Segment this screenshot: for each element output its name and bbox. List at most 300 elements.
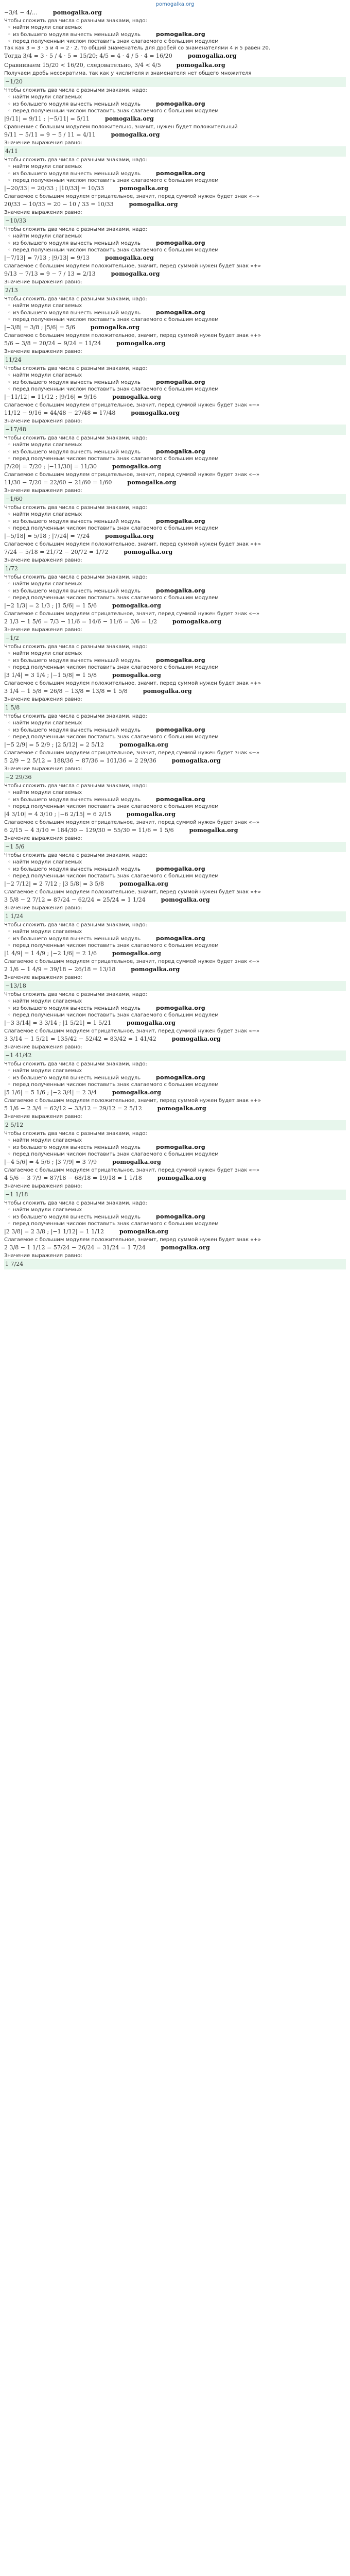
math-expression: [4, 253, 346, 263]
math-text: Тогда 3/4 = 3 · 5 / 4 · 5 = 15/20; 4/5 = 4 · 4 / 5 · 4 = 16/20: [4, 53, 172, 59]
instruction-step: [7, 1213, 346, 1221]
step-text: перед полученным числом поставить знак слагаемого с большим модулем: [13, 1012, 219, 1018]
text-line: Слагаемое с большим модулем отрицательное, значит, перед суммой нужен будет знак «−»: [4, 402, 260, 408]
bullet-icon: ◦: [8, 1068, 11, 1074]
bullet-icon: ◦: [8, 651, 11, 656]
math-text: 5 1/6 − 2 3/4 = 62/12 − 33/12 = 29/12 = 2 5/12: [4, 1105, 142, 1112]
math-expression: [4, 601, 346, 611]
answer-highlight: −1/2: [4, 633, 346, 643]
math-text: |9/11| = 9/11 ; |−5/11| = 5/11: [4, 115, 90, 122]
text-line: Чтобы сложить два числа с разными знаками, надо:: [4, 435, 147, 441]
math-expression: [4, 52, 346, 61]
text-line: Значение выражения равно:: [4, 210, 82, 215]
math-expression: [4, 339, 346, 348]
step-text: перед полученным числом поставить знак слагаемого с большим модулем: [13, 456, 219, 462]
step-text: из большего модуля вычесть меньший модуль: [13, 1145, 141, 1150]
instruction-step: [7, 302, 346, 309]
step-text: из большего модуля вычесть меньший модуль: [13, 727, 141, 733]
bullet-icon: ◦: [8, 101, 11, 107]
watermark-text: pomogalka.org: [104, 533, 154, 539]
math-text: 2 3/8 − 1 1/12 = 57/24 − 26/24 = 31/24 = 1 7/24: [4, 1244, 146, 1251]
watermark-text: pomogalka.org: [119, 185, 168, 192]
math-expression: [4, 1019, 346, 1028]
math-expression: [4, 687, 346, 696]
text-line: Чтобы сложить два числа с разными знаками, надо:: [4, 644, 147, 650]
bullet-icon: ◦: [8, 380, 11, 385]
math-expression: [4, 323, 346, 332]
step-text: перед полученным числом поставить знак слагаемого с большим модулем: [13, 595, 219, 601]
answer-highlight: 1 1/24: [4, 911, 346, 922]
bullet-icon: ◦: [8, 178, 11, 183]
bullet-icon: ◦: [8, 25, 11, 30]
watermark-text: pomogalka.org: [155, 170, 205, 177]
bullet-icon: ◦: [8, 790, 11, 795]
step-text: из большего модуля вычесть меньший модуль: [13, 32, 141, 38]
bullet-icon: ◦: [8, 595, 11, 601]
instruction-step: [7, 928, 346, 935]
math-text: 2 1/3 − 1 5/6 = 7/3 − 11/6 = 14/6 − 11/6 = 3/6 = 1/2: [4, 618, 157, 625]
text-line: Чтобы сложить два числа с разными знаками, надо:: [4, 1061, 147, 1067]
step-text: перед полученным числом поставить знак слагаемого с большим модулем: [13, 1221, 219, 1227]
watermark-text: pomogalka.org: [176, 62, 225, 69]
math-text: |−5 2/9| = 5 2/9 ; |2 5/12| = 2 5/12: [4, 741, 104, 748]
watermark-text: pomogalka.org: [157, 1105, 206, 1112]
watermark-text: pomogalka.org: [155, 379, 205, 385]
watermark-text: pomogalka.org: [155, 657, 205, 664]
step-text: перед полученным числом поставить знак слагаемого с большим модулем: [13, 108, 219, 114]
math-expression: [4, 548, 346, 557]
step-text: из большего модуля вычесть меньший модуль: [13, 519, 141, 524]
math-text: |−3 3/14| = 3 3/14 ; |1 5/21| = 1 5/21: [4, 1020, 111, 1026]
instruction-step: [7, 1012, 346, 1019]
step-text: из большего модуля вычесть меньший модуль: [13, 449, 141, 455]
instruction-step: [7, 442, 346, 448]
watermark-text: pomogalka.org: [116, 340, 166, 347]
math-text: 4 5/6 − 3 7/9 = 87/18 − 68/18 = 19/18 = 1 1/18: [4, 1175, 142, 1181]
watermark-text: pomogalka.org: [155, 100, 205, 107]
text-line: Значение выражения равно:: [4, 905, 82, 911]
instruction-step: [7, 803, 346, 810]
bullet-icon: ◦: [8, 310, 11, 316]
instruction-step: [7, 1137, 346, 1144]
instruction-step: [7, 859, 346, 866]
step-text: найти модули слагаемых: [13, 998, 82, 1004]
instruction-step: [7, 942, 346, 949]
step-text: найти модули слагаемых: [13, 25, 82, 30]
instruction-step: [7, 525, 346, 532]
text-line: Значение выражения равно:: [4, 140, 82, 146]
step-text: найти модули слагаемых: [13, 442, 82, 448]
watermark-text: pomogalka.org: [129, 201, 178, 208]
text-line: Чтобы сложить два числа с разными знаками, надо:: [4, 227, 147, 232]
math-text: 11/12 − 9/16 = 44/48 − 27/48 = 17/48: [4, 410, 116, 416]
math-text: |−11/12| = 11/12 ; |9/16| = 9/16: [4, 394, 97, 400]
text-line: Слагаемое с большим модулем отрицательное, значит, перед суммой нужен будет знак «−»: [4, 750, 260, 756]
bullet-icon: ◦: [8, 442, 11, 448]
text-line: Чтобы сложить два числа с разными знаками, надо:: [4, 992, 147, 997]
text-line: Чтобы сложить два числа с разными знаками, надо:: [4, 922, 147, 928]
math-text: 3 5/8 − 2 7/12 = 87/24 − 62/24 = 25/24 = 1 1/24: [4, 896, 146, 903]
math-expression: [4, 1243, 346, 1252]
solution-content: [4, 8, 346, 1269]
text-line: Значение выражения равно:: [4, 279, 82, 285]
bullet-icon: ◦: [8, 39, 11, 44]
math-text: −3/4 − 4/…: [4, 9, 38, 16]
instruction-step: [7, 1207, 346, 1213]
instruction-step: [7, 657, 346, 664]
text-line: Чтобы сложить два числа с разными знаками, надо:: [4, 366, 147, 371]
watermark-text: pomogalka.org: [155, 726, 205, 733]
bullet-icon: ◦: [8, 372, 11, 378]
step-text: найти модули слагаемых: [13, 372, 82, 378]
instruction-step: [7, 935, 346, 942]
step-text: перед полученным числом поставить знак слагаемого с большим модулем: [13, 1151, 219, 1157]
text-line: Значение выражения равно:: [4, 1253, 82, 1259]
bullet-icon: ◦: [8, 164, 11, 170]
math-expression: [4, 740, 346, 750]
step-text: из большего модуля вычесть меньший модуль: [13, 797, 141, 803]
bullet-icon: ◦: [8, 1006, 11, 1011]
step-text: найти модули слагаемых: [13, 1138, 82, 1143]
bullet-icon: ◦: [8, 936, 11, 942]
watermark-text: pomogalka.org: [119, 741, 168, 748]
answer-highlight: −1/60: [4, 494, 346, 504]
math-text: |−3/8| = 3/8 ; |5/6| = 5/6: [4, 324, 75, 331]
math-expression: [4, 269, 346, 279]
step-text: из большего модуля вычесть меньший модуль: [13, 101, 141, 107]
text-line: Значение выражения равно:: [4, 697, 82, 702]
step-text: из большего модуля вычесть меньший модуль: [13, 1214, 141, 1220]
instruction-step: [7, 866, 346, 873]
step-text: из большего модуля вычесть меньший модуль: [13, 867, 141, 872]
site-header[interactable]: pomogalka.org: [155, 2, 195, 7]
watermark-text: pomogalka.org: [155, 309, 205, 316]
math-text: 5 2/9 − 2 5/12 = 188/36 − 87/36 = 101/36 = 2 29/36: [4, 757, 156, 764]
watermark-text: pomogalka.org: [161, 896, 210, 903]
instruction-step: [7, 309, 346, 316]
text-line: Чтобы сложить два числа с разными знаками, надо:: [4, 714, 147, 719]
text-line: Слагаемое с большим модулем положительное, значит, перед суммой нужен будет знак «+»: [4, 1237, 261, 1243]
bullet-icon: ◦: [8, 247, 11, 253]
text-line: Значение выражения равно:: [4, 418, 82, 424]
text-line: Значение выражения равно:: [4, 766, 82, 772]
instruction-step: [7, 511, 346, 518]
step-text: найти модули слагаемых: [13, 303, 82, 309]
bullet-icon: ◦: [8, 797, 11, 803]
bullet-icon: ◦: [8, 449, 11, 455]
answer-highlight: 2 5/12: [4, 1120, 346, 1130]
step-text: найти модули слагаемых: [13, 512, 82, 517]
math-text: 7/24 − 5/18 = 21/72 − 20/72 = 1/72: [4, 549, 109, 555]
math-text: |2 3/8| = 2 3/8 ; |−1 1/12| = 1 1/12: [4, 1228, 104, 1235]
instruction-step: [7, 31, 346, 38]
text-line: Слагаемое с большим модулем отрицательное, значит, перед суммой нужен будет знак «−»: [4, 611, 260, 617]
step-text: перед полученным числом поставить знак слагаемого с большим модулем: [13, 526, 219, 531]
text-line: Получаем дробь несократима, так как у числителя и знаменателя нет общего множителя: [4, 71, 252, 76]
bullet-icon: ◦: [8, 317, 11, 323]
step-text: перед полученным числом поставить знак слагаемого с большим модулем: [13, 665, 219, 670]
answer-highlight: 4/11: [4, 146, 346, 157]
text-line: Значение выражения равно:: [4, 488, 82, 494]
instruction-step: [7, 316, 346, 323]
math-expression: [4, 1035, 346, 1044]
instruction-step: [7, 24, 346, 31]
math-expression: [4, 130, 346, 140]
math-expression: [4, 393, 346, 402]
math-text: |1 4/9| = 1 4/9 ; |−2 1/6| = 2 1/6: [4, 950, 97, 957]
watermark-text: pomogalka.org: [126, 811, 176, 818]
math-expression: [4, 532, 346, 541]
math-expression: [4, 1174, 346, 1183]
step-text: перед полученным числом поставить знак слагаемого с большим модулем: [13, 734, 219, 740]
text-line: Значение выражения равно:: [4, 349, 82, 354]
text-line: Значение выражения равно:: [4, 1183, 82, 1189]
step-text: из большего модуля вычесть меньший модуль: [13, 588, 141, 594]
text-line: Значение выражения равно:: [4, 836, 82, 841]
watermark-text: pomogalka.org: [112, 672, 161, 679]
math-text: |4 3/10| = 4 3/10 ; |−6 2/15| = 6 2/15: [4, 811, 111, 818]
math-text: 5/6 − 3/8 = 20/24 − 9/24 = 11/24: [4, 340, 101, 347]
instruction-step: [7, 372, 346, 379]
bullet-icon: ◦: [8, 658, 11, 664]
watermark-text: pomogalka.org: [187, 53, 237, 59]
instruction-step: [7, 448, 346, 455]
answer-highlight: −17/48: [4, 425, 346, 435]
instruction-step: [7, 998, 346, 1005]
math-text: |7/20| = 7/20 ; |−11/30| = 11/30: [4, 463, 97, 470]
bullet-icon: ◦: [8, 241, 11, 246]
bullet-icon: ◦: [8, 581, 11, 587]
instruction-step: [7, 1074, 346, 1081]
math-text: 3 3/14 − 1 5/21 = 135/42 − 52/42 = 83/42 = 1 41/42: [4, 1036, 156, 1042]
math-expression: [4, 1104, 346, 1113]
step-text: найти модули слагаемых: [13, 94, 82, 100]
bullet-icon: ◦: [8, 720, 11, 726]
watermark-text: pomogalka.org: [155, 448, 205, 455]
instruction-step: [7, 177, 346, 184]
step-text: найти модули слагаемых: [13, 720, 82, 726]
bullet-icon: ◦: [8, 727, 11, 733]
step-text: из большего модуля вычесть меньший модуль: [13, 936, 141, 942]
watermark-text: pomogalka.org: [112, 602, 161, 609]
step-text: перед полученным числом поставить знак слагаемого с большим модулем: [13, 386, 219, 392]
instruction-step: [7, 581, 346, 587]
watermark-text: pomogalka.org: [155, 518, 205, 524]
instruction-step: [7, 94, 346, 100]
bullet-icon: ◦: [8, 171, 11, 177]
step-text: из большего модуля вычесть меньший модуль: [13, 241, 141, 246]
answer-highlight: −1 5/6: [4, 842, 346, 852]
bullet-icon: ◦: [8, 233, 11, 239]
bullet-icon: ◦: [8, 108, 11, 114]
instruction-step: [7, 1144, 346, 1151]
text-line: Чтобы сложить два числа с разными знаками, надо:: [4, 505, 147, 511]
math-text: |−2 7/12| = 2 7/12 ; |3 5/8| = 3 5/8: [4, 880, 104, 887]
watermark-text: pomogalka.org: [112, 394, 161, 400]
instruction-step: [7, 664, 346, 671]
instruction-step: [7, 587, 346, 595]
step-text: перед полученным числом поставить знак слагаемого с большим модулем: [13, 943, 219, 948]
instruction-step: [7, 108, 346, 114]
text-line: Чтобы сложить два числа с разными знаками, надо:: [4, 296, 147, 302]
text-line: Сравнение с большим модулем положительно, значит, нужен будет положительный: [4, 124, 238, 130]
step-text: найти модули слагаемых: [13, 651, 82, 656]
watermark-text: pomogalka.org: [155, 1074, 205, 1081]
bullet-icon: ◦: [8, 1075, 11, 1081]
instruction-step: [7, 873, 346, 879]
watermark-text: pomogalka.org: [131, 966, 180, 973]
text-line: Чтобы сложить два числа с разными знаками, надо:: [4, 88, 147, 93]
watermark-text: pomogalka.org: [155, 1144, 205, 1150]
watermark-text: pomogalka.org: [111, 270, 160, 277]
answer-highlight: −2 29/36: [4, 772, 346, 783]
bullet-icon: ◦: [8, 386, 11, 392]
bullet-icon: ◦: [8, 303, 11, 309]
math-text: |−4 5/6| = 4 5/6 ; |3 7/9| = 3 7/9: [4, 1159, 97, 1165]
watermark-text: pomogalka.org: [189, 827, 238, 834]
math-expression: [4, 756, 346, 766]
watermark-text: pomogalka.org: [112, 1159, 161, 1165]
answer-highlight: −1 41/42: [4, 1050, 346, 1061]
math-text: 20/33 − 10/33 = 20 − 10 / 33 = 10/33: [4, 201, 114, 208]
instruction-step: [7, 386, 346, 393]
math-expression: [4, 949, 346, 958]
math-expression: [4, 879, 346, 889]
step-text: найти модули слагаемых: [13, 233, 82, 239]
instruction-step: [7, 247, 346, 253]
watermark-text: pomogalka.org: [52, 9, 102, 16]
answer-highlight: 1 7/24: [4, 1259, 346, 1269]
text-line: Слагаемое с большим модулем отрицательное, значит, перед суммой нужен будет знак «−»: [4, 194, 260, 199]
bullet-icon: ◦: [8, 859, 11, 865]
instruction-step: [7, 720, 346, 726]
instruction-step: [7, 233, 346, 240]
answer-highlight: −1 1/18: [4, 1190, 346, 1200]
step-text: из большего модуля вычесть меньший модуль: [13, 171, 141, 177]
text-line: Значение выражения равно:: [4, 627, 82, 633]
instruction-step: [7, 650, 346, 657]
text-line: Слагаемое с большим модулем отрицательное, значит, перед суммой нужен будет знак «−»: [4, 1028, 260, 1034]
text-line: Слагаемое с большим модулем отрицательное, значит, перед суммой нужен будет знак «−»: [4, 1167, 260, 1173]
step-text: перед полученным числом поставить знак слагаемого с большим модулем: [13, 1082, 219, 1088]
watermark-text: pomogalka.org: [104, 255, 154, 261]
text-line: Так как 3 = 3 · 5 и 4 = 2 · 2, то общий знаменатель для дробей со знаменателями 4 и 5 равен 20.: [4, 45, 271, 51]
bullet-icon: ◦: [8, 1082, 11, 1088]
watermark-text: pomogalka.org: [157, 1175, 206, 1181]
math-text: |−20/33| = 20/33 ; |10/33| = 10/33: [4, 185, 104, 192]
math-expression: [4, 184, 346, 193]
step-text: перед полученным числом поставить знак слагаемого с большим модулем: [13, 804, 219, 809]
step-text: найти модули слагаемых: [13, 164, 82, 170]
bullet-icon: ◦: [8, 456, 11, 462]
math-expression: [4, 462, 346, 471]
math-text: |−7/13| = 7/13 ; |9/13| = 9/13: [4, 255, 90, 261]
bullet-icon: ◦: [8, 32, 11, 38]
bullet-icon: ◦: [8, 867, 11, 872]
instruction-step: [7, 595, 346, 601]
instruction-step: [7, 726, 346, 734]
instruction-step: [7, 100, 346, 108]
watermark-text: pomogalka.org: [112, 463, 161, 470]
instruction-step: [7, 789, 346, 796]
math-expression: [4, 478, 346, 487]
text-line: Значение выражения равно:: [4, 975, 82, 980]
bullet-icon: ◦: [8, 1145, 11, 1150]
text-line: Чтобы сложить два числа с разными знаками, надо:: [4, 853, 147, 858]
bullet-icon: ◦: [8, 519, 11, 524]
step-text: из большего модуля вычесть меньший модуль: [13, 658, 141, 664]
bullet-icon: ◦: [8, 804, 11, 809]
step-text: из большего модуля вычесть меньший модуль: [13, 380, 141, 385]
watermark-text: pomogalka.org: [104, 115, 154, 122]
instruction-step: [7, 796, 346, 803]
bullet-icon: ◦: [8, 734, 11, 740]
step-text: из большего модуля вычесть меньший модуль: [13, 310, 141, 316]
text-line: Слагаемое с большим модулем положительное, значит, перед суммой нужен будет знак «+»: [4, 263, 261, 269]
bullet-icon: ◦: [8, 1214, 11, 1220]
step-text: найти модули слагаемых: [13, 859, 82, 865]
watermark-text: pomogalka.org: [119, 1228, 168, 1235]
watermark-text: pomogalka.org: [155, 796, 205, 803]
bullet-icon: ◦: [8, 1151, 11, 1157]
watermark-text: pomogalka.org: [127, 479, 177, 486]
answer-highlight: 2/13: [4, 285, 346, 296]
watermark-text: pomogalka.org: [171, 1036, 221, 1042]
answer-highlight: 1 5/8: [4, 703, 346, 713]
instruction-step: [7, 379, 346, 386]
answer-highlight: −10/33: [4, 216, 346, 226]
watermark-text: pomogalka.org: [161, 1244, 210, 1251]
math-expression: [4, 1088, 346, 1097]
watermark-text: pomogalka.org: [172, 618, 222, 625]
math-text: |5 1/6| = 5 1/6 ; |−2 3/4| = 2 3/4: [4, 1089, 97, 1096]
step-text: перед полученным числом поставить знак слагаемого с большим модулем: [13, 39, 219, 44]
bullet-icon: ◦: [8, 1221, 11, 1227]
math-text: 9/13 − 7/13 = 9 − 7 / 13 = 2/13: [4, 270, 96, 277]
text-line: Чтобы сложить два числа с разными знаками, надо:: [4, 18, 147, 24]
instruction-step: [7, 38, 346, 45]
text-line: Чтобы сложить два числа с разными знаками, надо:: [4, 1131, 147, 1137]
text-line: Значение выражения равно:: [4, 1114, 82, 1120]
bullet-icon: ◦: [8, 588, 11, 594]
watermark-text: pomogalka.org: [155, 1005, 205, 1011]
bullet-icon: ◦: [8, 1012, 11, 1018]
bullet-icon: ◦: [8, 943, 11, 948]
watermark-text: pomogalka.org: [155, 1213, 205, 1220]
step-text: найти модули слагаемых: [13, 581, 82, 587]
text-line: Слагаемое с большим модулем отрицательное, значит, перед суммой нужен будет знак «−»: [4, 472, 260, 478]
bullet-icon: ◦: [8, 665, 11, 670]
watermark-text: pomogalka.org: [155, 935, 205, 942]
watermark-text: pomogalka.org: [119, 880, 168, 887]
bullet-icon: ◦: [8, 873, 11, 879]
text-line: Слагаемое с большим модулем положительное, значит, перед суммой нужен будет знак «+»: [4, 681, 261, 686]
math-expression: [4, 8, 346, 18]
step-text: найти модули слагаемых: [13, 1068, 82, 1074]
math-text: 2 1/6 − 1 4/9 = 39/18 − 26/18 = 13/18: [4, 966, 116, 973]
instruction-step: [7, 734, 346, 740]
answer-highlight: −1/20: [4, 77, 346, 87]
watermark-text: pomogalka.org: [131, 410, 180, 416]
text-line: Слагаемое с большим модулем положительное, значит, перед суммой нужен будет знак «+»: [4, 1098, 261, 1104]
bullet-icon: ◦: [8, 1138, 11, 1143]
instruction-step: [7, 163, 346, 170]
math-text: 6 2/15 − 4 3/10 = 184/30 − 129/30 = 55/30 = 11/6 = 1 5/6: [4, 827, 174, 834]
step-text: из большего модуля вычесть меньший модуль: [13, 1006, 141, 1011]
text-line: Слагаемое с большим модулем положительное, значит, перед суммой нужен будет знак «+»: [4, 541, 261, 547]
watermark-text: pomogalka.org: [90, 324, 139, 331]
watermark-text: pomogalka.org: [155, 31, 205, 38]
